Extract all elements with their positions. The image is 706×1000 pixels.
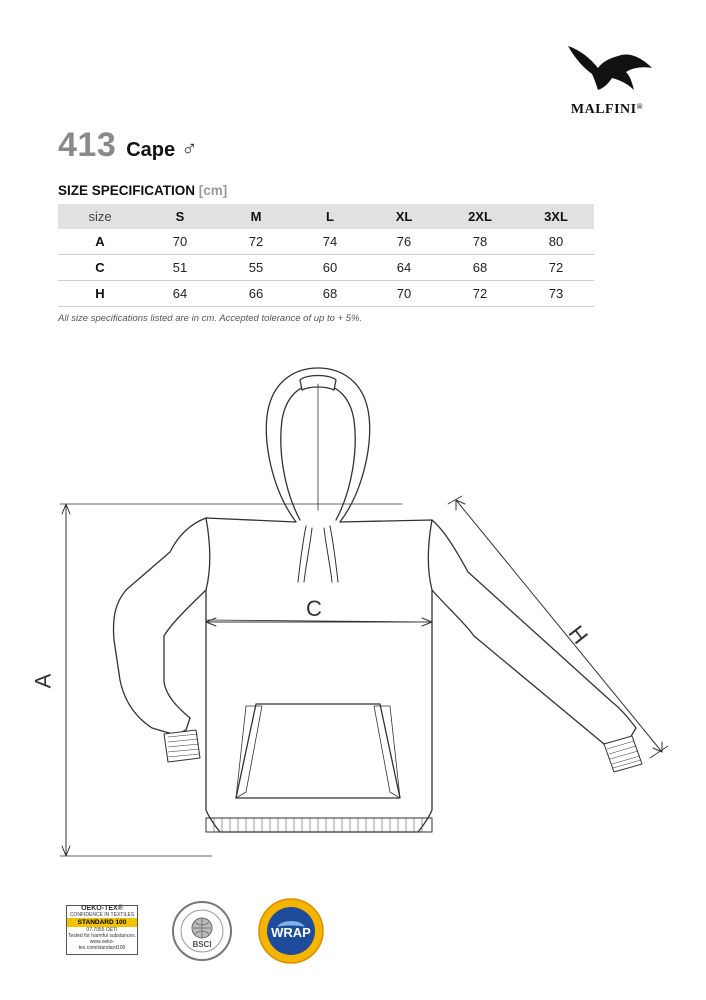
oeko-tex-badge: OEKO-TEX® CONFIDENCE IN TEXTILES STANDARD 100 07.7955 OETI Tested for harmful substances. www.oeko-tex.com/standard100 xyxy=(66,905,138,955)
table-header-cell: M xyxy=(250,209,262,224)
eagle-icon xyxy=(558,38,658,98)
brand-name: MALFINI® xyxy=(570,102,644,117)
table-cell: 68 xyxy=(294,281,366,307)
wrap-text: WRAP xyxy=(271,925,311,940)
table-cell: 68 xyxy=(442,255,518,281)
bsci-seal-icon xyxy=(171,900,233,962)
table-cell: 64 xyxy=(142,281,218,307)
table-header-cell: S xyxy=(175,209,185,224)
product-title xyxy=(58,126,198,165)
model-number: 413 xyxy=(58,126,117,164)
spec-unit: [cm] xyxy=(198,183,228,198)
table-header-cell: size xyxy=(88,209,112,224)
dimension-label-a: A xyxy=(30,673,56,689)
wrap-seal-icon xyxy=(257,897,325,965)
hoodie-icon xyxy=(0,340,706,880)
table-cell: 74 xyxy=(294,229,366,255)
table-cell: 72 xyxy=(442,281,518,307)
wrap-badge xyxy=(257,897,325,965)
table-header-cell: XL xyxy=(395,209,413,224)
table-cell: 80 xyxy=(518,229,594,255)
spec-heading xyxy=(58,183,227,198)
bsci-text: BSCI xyxy=(192,940,212,949)
tolerance-note: All size specifications listed are in cm. Accepted tolerance of up to + 5%. xyxy=(58,313,363,324)
table-cell: 76 xyxy=(366,229,442,255)
garment-diagram xyxy=(0,340,706,880)
brand-logo xyxy=(552,38,662,122)
table-cell: 78 xyxy=(442,229,518,255)
table-cell: 73 xyxy=(518,281,594,307)
bsci-badge xyxy=(171,900,233,962)
table-row xyxy=(58,255,594,281)
row-label: C xyxy=(58,255,142,281)
table-cell: 66 xyxy=(218,281,294,307)
size-table xyxy=(58,204,594,307)
table-cell: 70 xyxy=(142,229,218,255)
table-cell: 72 xyxy=(218,229,294,255)
table-cell: 51 xyxy=(142,255,218,281)
table-header-cell: L xyxy=(326,209,334,224)
dimension-label-c: C xyxy=(306,596,322,621)
table-header-cell: 3XL xyxy=(544,209,568,224)
table-header-cell: 2XL xyxy=(468,209,492,224)
dimension-label-h: H xyxy=(563,620,594,649)
table-row xyxy=(58,229,594,255)
row-label: A xyxy=(58,229,142,255)
table-cell: 70 xyxy=(366,281,442,307)
table-header-row xyxy=(58,204,594,229)
table-cell: 55 xyxy=(218,255,294,281)
male-symbol-icon: ♂ xyxy=(181,136,198,161)
row-label: H xyxy=(58,281,142,307)
table-cell: 64 xyxy=(366,255,442,281)
product-name: Cape xyxy=(126,139,176,161)
spec-title: SIZE SPECIFICATION xyxy=(58,183,196,198)
table-cell: 72 xyxy=(518,255,594,281)
table-cell: 60 xyxy=(294,255,366,281)
table-row xyxy=(58,281,594,307)
